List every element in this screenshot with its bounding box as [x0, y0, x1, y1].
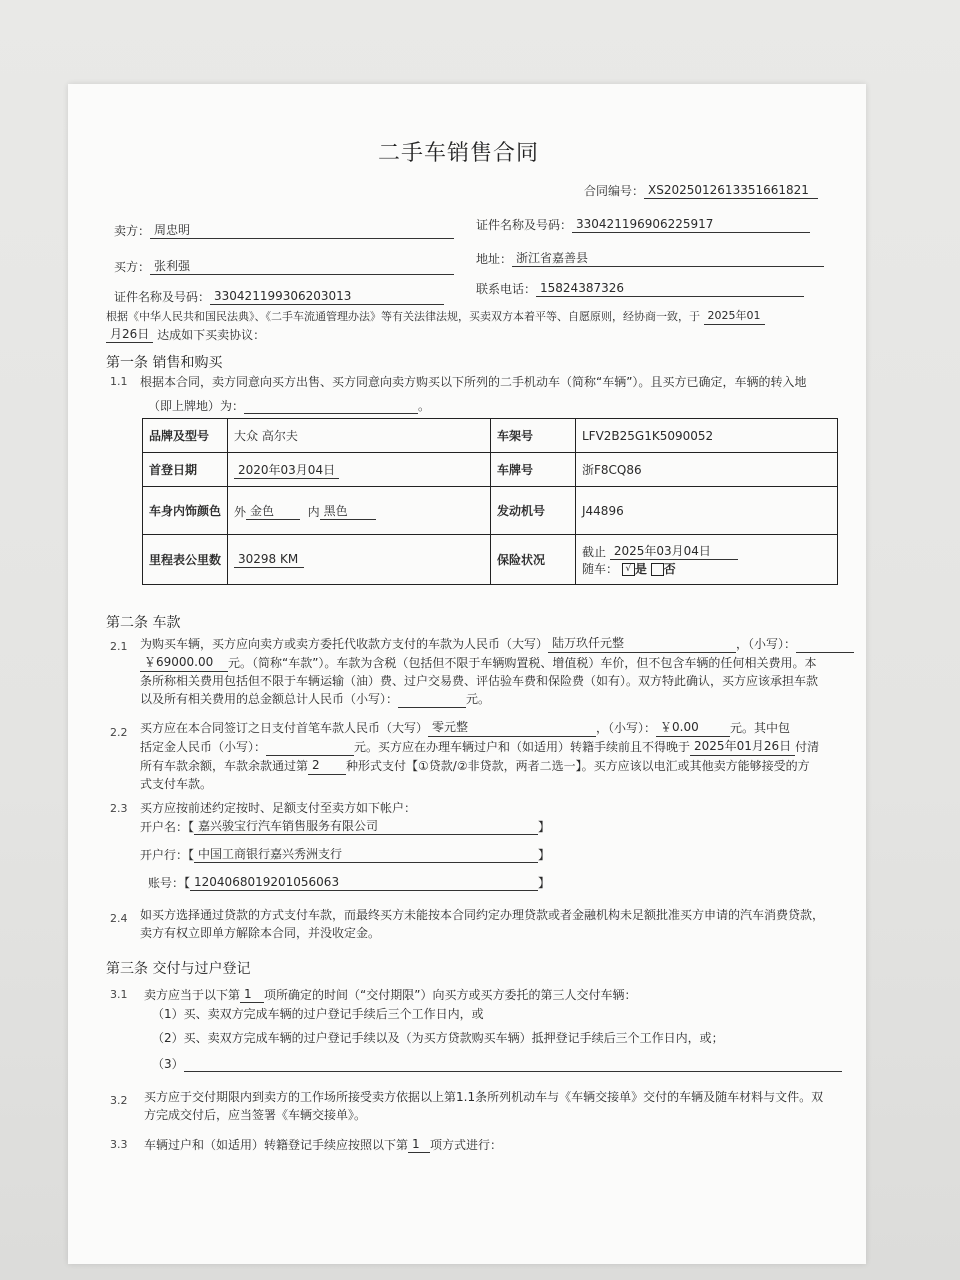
first-payment-uppercase: 零元整 [428, 718, 596, 737]
engine-header: 发动机号 [491, 487, 576, 535]
price-uppercase: 陆万玖仟元整 [548, 634, 736, 653]
clause-2-4: 如买方选择通过贷款的方式支付车款，而最终买方未能按本合同约定办理贷款或者金融机构未足额批准买方申请的汽车消费贷款， 卖方有权立即单方解除本合同，并没收定金。 [140, 908, 825, 940]
clause-number: 3.3 [110, 1138, 128, 1151]
clause-number: 2.3 [110, 802, 128, 815]
contract-number-label: 合同编号： [584, 184, 645, 198]
vin-header: 车架号 [491, 419, 576, 453]
clause-2-1: 为购买车辆，买方应向卖方或卖方委托代收款方支付的车款为人民币（大写） 陆万玖仟元整 ，（小写）： ￥69000.00 元。（简称“车款”）。车款为含税（包括但不限于车辆购置税、增值税）车价，但不包含车辆的任何相关费用。本 条所称相关费用包括但不限于车辆运输（油）费、过户交易费、评估验车费和保险费（如有）。双方特此确认，买方应该承担车款 以及所有相关费用的总金额总计人民币（小写）： 元。 [140, 634, 854, 708]
delivery-option-1: （1）买、卖双方完成车辆的过户登记手续后三个工作日内，或 [152, 1007, 484, 1021]
vehicle-table [142, 418, 838, 585]
engine-value: J44896 [576, 487, 838, 535]
exterior-color: 金色 [246, 502, 300, 520]
address: 浙江省嘉善县 [512, 250, 824, 267]
clause-3-3: 车辆过户和（如适用）转籍登记手续应按照以下第 1 项方式进行： [144, 1137, 503, 1152]
phone-row [476, 280, 804, 297]
table-row [143, 535, 838, 585]
section3-title: 第三条 交付与过户登记 [106, 961, 251, 977]
no-checkbox [651, 563, 664, 576]
contract-page [68, 84, 866, 1264]
table-row [143, 419, 838, 453]
price-lowercase: ￥69000.00 [140, 653, 228, 672]
yes-checkbox: √ [622, 563, 635, 576]
payment-deadline: 2025年01月26日 [690, 737, 795, 756]
table-row [143, 453, 838, 487]
account-name: 嘉兴骏宝行汽车销售服务有限公司 [194, 818, 538, 835]
mileage-cell [228, 535, 491, 585]
insurance-until-row: 截止 2025年03月04日 [582, 542, 831, 560]
clause-number: 1.1 [110, 375, 128, 388]
contract-number-row [584, 182, 818, 199]
buyer-id: 330421199306203013 [210, 288, 444, 305]
vin-value: LFV2B25G1K5090052 [576, 419, 838, 453]
yes-label: 是 [634, 562, 647, 576]
plate-header: 车牌号 [491, 453, 576, 487]
section1-title: 第一条 销售和购买 [106, 355, 223, 371]
contract-title: 二手车销售合同 [378, 141, 540, 166]
reg-date-header: 首登日期 [143, 453, 228, 487]
contract-date-b: 月26日 [106, 326, 153, 343]
clause-number: 3.1 [110, 988, 128, 1001]
account-number-row: 账号：【 1204068019201056063 】 [148, 875, 551, 890]
insurance-header: 保险状况 [491, 535, 576, 585]
color-header: 车身内饰颜色 [143, 487, 228, 535]
first-payment-lowercase: ￥0.00 [656, 718, 730, 737]
reg-date-cell [228, 453, 491, 487]
plate-value: 浙F8CQ86 [576, 453, 838, 487]
contract-date-a: 2025年01 [704, 308, 765, 325]
seller-row [114, 222, 454, 239]
seller-name: 周忠明 [150, 222, 454, 239]
total-amount [398, 692, 466, 708]
delivery-item: 1 [240, 986, 264, 1003]
clause-3-2: 买方应于交付期限内到卖方的工作场所接受卖方依据以上第1.1条所列机动车与《车辆交接单》交付的车辆及随车材料与文件。双 方完成交付后，应当签署《车辆交接单》。 [144, 1090, 824, 1122]
insurance-until: 2025年03月04日 [610, 542, 738, 560]
preamble-line2: 月26日 达成如下买卖协议： [106, 326, 265, 343]
clause-number: 2.2 [110, 726, 128, 739]
address-label: 地址： [476, 252, 513, 266]
contract-number: XS2025012613351661821 [644, 182, 818, 199]
clause-number: 3.2 [110, 1094, 128, 1107]
table-row [143, 487, 838, 535]
clause-3-1: 卖方应当于以下第 1 项所确定的时间（“交付期限”）向买方或买方委托的第三人交付车辆： [144, 987, 637, 1002]
color-cell: 外 金色 内 黑色 [228, 487, 491, 535]
phone: 15824387326 [536, 280, 804, 297]
seller-label: 卖方： [114, 224, 151, 238]
no-label: 否 [663, 562, 676, 576]
phone-label: 联系电话： [476, 282, 537, 296]
clause-2-3: 买方应按前述约定按时、足额支付至卖方如下帐户： [140, 801, 417, 815]
deposit-amount [266, 740, 354, 756]
preamble-line1: 根据《中华人民共和国民法典》、《二手车流通管理办法》等有关法律法规，买卖双方本着平等、自愿原则，经协商一致，于 2025年01 [106, 308, 765, 325]
address-row [476, 250, 824, 267]
delivery-option-2: （2）买、卖双方完成车辆的过户登记手续以及（为买方贷款购买车辆）抵押登记手续后三个工作日内，或； [152, 1031, 724, 1045]
clause-number: 2.1 [110, 640, 128, 653]
buyer-label: 买方： [114, 260, 151, 274]
brand-value: 大众 高尔夫 [228, 419, 491, 453]
seller-id: 330421196906225917 [572, 216, 810, 233]
mileage-header: 里程表公里数 [143, 535, 228, 585]
bank-name: 中国工商银行嘉兴秀洲支行 [194, 846, 538, 863]
reg-date-value: 2020年03月04日 [234, 461, 339, 479]
insurance-cell [576, 535, 838, 585]
payment-method: 2 [308, 756, 346, 775]
section2-title: 第二条 车款 [106, 615, 181, 631]
seller-id-row [476, 216, 810, 233]
buyer-id-row [114, 288, 444, 305]
clause-number: 2.4 [110, 912, 128, 925]
account-name-row: 开户名：【 嘉兴骏宝行汽车销售服务有限公司 】 [140, 819, 551, 834]
interior-color: 黑色 [320, 502, 376, 520]
mileage-value: 30298 KM [234, 552, 304, 568]
bank-row: 开户行：【 中国工商银行嘉兴秀洲支行 】 [140, 847, 551, 862]
transfer-item: 1 [408, 1136, 430, 1153]
delivery-option-3: （3） [152, 1056, 842, 1072]
transfer-place [244, 398, 418, 414]
buyer-name: 张利强 [150, 258, 454, 275]
clause-1-1-line1: 根据本合同，卖方同意向买方出售、买方同意向卖方购买以下所列的二手机动车（简称“车辆”）。且买方已确定，车辆的转入地 [140, 375, 807, 389]
buyer-row [114, 258, 454, 275]
clause-1-1-line2: （即上牌地）为： 。 [148, 399, 431, 413]
brand-header: 品牌及型号 [143, 419, 228, 453]
clause-2-2: 买方应在本合同签订之日支付首笔车款人民币（大写） 零元整 ，（小写）： ￥0.00 元。其中包 括定金人民币（小写）： 元。买方应在办理车辆过户和（如适用）转籍手续前且不得晚于 2025年01月26日 付清 所有车款余额，车款余款通过第 2 种形式支付【①贷款/②非贷款，两者二选一】。买方应该以电汇或其他卖方能够接受的方 式支付车款。 [140, 720, 820, 791]
follow-car-row: 随车： √ 是 否 [582, 562, 676, 576]
seller-id-label: 证件名称及号码： [476, 218, 573, 232]
buyer-id-label: 证件名称及号码： [114, 290, 211, 304]
account-number: 1204068019201056063 [190, 874, 538, 891]
